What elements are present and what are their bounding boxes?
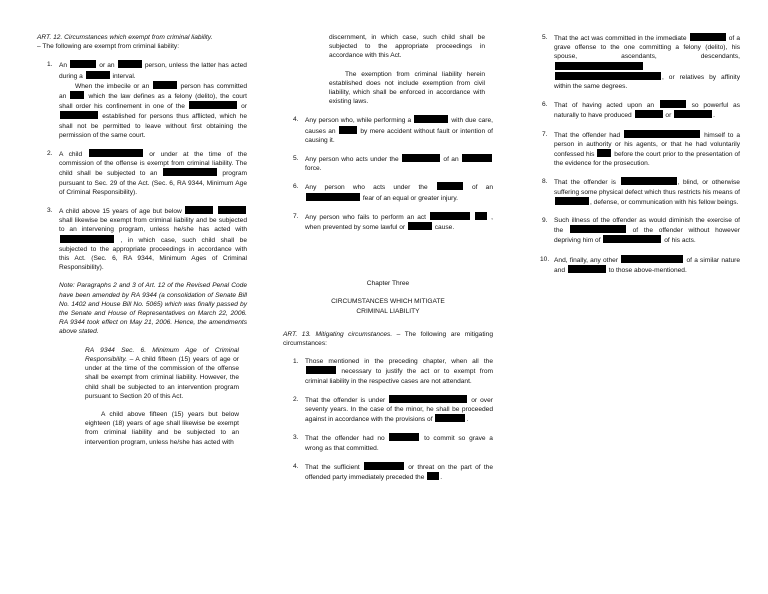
article-13-intro: – The following are mitigating circumstances: <box>283 330 493 348</box>
text-span: force. <box>305 165 322 173</box>
mitigating-item-3 <box>283 433 493 452</box>
text-span: , when prevented by some lawful or <box>305 213 493 232</box>
text-span: so powerful as naturally to have produced <box>554 102 740 120</box>
redaction-bar <box>189 101 237 109</box>
item-number: 7. <box>293 212 299 220</box>
item-body <box>305 154 493 173</box>
item-body <box>59 206 247 272</box>
text-span: before the court prior to the presentation of the evidence for the prosecution. <box>554 151 740 168</box>
text-span: . <box>713 112 715 120</box>
text-span: That the offender is under <box>305 396 386 404</box>
redaction-bar <box>435 414 465 422</box>
item-body <box>305 395 493 425</box>
text-span: to commit so grave a wrong as that committed. <box>305 435 493 452</box>
redaction-bar <box>568 265 606 273</box>
item-number: 10. <box>540 255 550 263</box>
text-span: . <box>466 416 469 424</box>
ra-9344-excerpt <box>37 346 247 447</box>
redaction-bar <box>70 60 96 68</box>
item-number: 1. <box>47 61 53 69</box>
text-span: or <box>665 112 672 120</box>
redaction-bar <box>427 472 439 480</box>
item-number: 1. <box>293 358 299 366</box>
text-span: program pursuant to Sec. 29 of the Act. (Sec. 6, RA 9344, Minimum Age of Criminal Responsibility). <box>59 170 247 196</box>
redaction-bar <box>70 91 84 99</box>
chapter-title-line-2: CRIMINAL LIABILITY <box>356 307 420 315</box>
redaction-bar <box>185 206 213 214</box>
text-span: or an <box>99 62 115 70</box>
redaction-bar <box>674 110 712 118</box>
text-span: of an <box>443 156 459 164</box>
list-item-3 <box>37 206 247 272</box>
redaction-bar <box>414 115 448 123</box>
item-body <box>554 216 740 246</box>
item-number: 7. <box>542 130 548 138</box>
redaction-bar <box>624 130 700 138</box>
text-span: or <box>241 103 247 111</box>
text-span: or over seventy years. In the case of the minor, he shall be proceeded against in accordance with the provisions of <box>305 396 493 424</box>
redaction-bar <box>597 149 611 157</box>
redaction-bar <box>437 182 463 190</box>
list-item-1 <box>37 60 247 140</box>
redaction-bar <box>660 100 686 108</box>
text-span: himself to a person in authority or his agents, or that he had voluntarily confessed his <box>554 131 740 159</box>
exemption-paragraph: The exemption from criminal liability herein established does not include exemption from civil liability, which shall be enforced in accordance with existing laws. <box>329 70 485 106</box>
list-item-6 <box>283 182 493 202</box>
text-span: Those mentioned in the preceding chapter, when all the <box>305 358 493 366</box>
item-body <box>554 130 740 169</box>
redaction-bar <box>402 154 440 162</box>
redaction-bar <box>389 395 467 403</box>
text-span: of a similar nature and <box>554 256 741 274</box>
redaction-bar <box>153 81 177 89</box>
redaction-bar <box>86 71 110 79</box>
chapter-heading <box>283 279 493 316</box>
item-body <box>305 462 493 482</box>
column-right <box>532 33 740 284</box>
item-body <box>305 115 493 145</box>
mitigating-item-6 <box>532 100 740 120</box>
redaction-bar <box>475 212 487 220</box>
redaction-bar <box>603 235 661 243</box>
article-13-heading <box>283 330 493 348</box>
note-text: Note: Paragraphs 2 and 3 of Art. 12 of the Revised Penal Code have been amended by RA 9344 (a consolidation of Senate Bill No. 1402 and House Bill No. 5065) which was finally passed by the Senate and House of Representatives on March 22, 2006. RA 9344 took effect on May 21, 2006. Hence, the amendments above stated. <box>59 282 247 336</box>
text-span: necessary to justify the act or to exempt from criminal liability in the respective cases are not attendant. <box>305 368 493 385</box>
list-item-5 <box>283 154 493 173</box>
mitigating-item-7 <box>532 130 740 169</box>
text-span: When the imbecile or an <box>75 82 150 90</box>
redaction-bar <box>89 149 143 157</box>
text-span: person, unless the latter has acted during a <box>59 62 247 80</box>
text-span: with due care, causes an <box>305 117 493 135</box>
text-span: of an <box>472 184 494 192</box>
redaction-bar <box>389 433 419 441</box>
article-13-title: ART. 13. Mitigating circumstances. <box>283 330 393 338</box>
text-span: A child above 15 years of age but below <box>59 208 182 216</box>
text-span: And, finally, any other <box>554 256 619 264</box>
text-span: Any person who fails to perform an act <box>305 213 426 221</box>
item-body <box>554 177 740 207</box>
redaction-bar <box>60 235 114 243</box>
text-span: by mere accident without fault or intention of causing it. <box>305 127 493 144</box>
item-body <box>554 100 740 120</box>
text-span: or threat on the part of the offended party immediately preceded the <box>305 463 493 482</box>
text-span: fear of an equal or greater injury. <box>362 194 459 202</box>
mitigating-item-5 <box>532 33 740 91</box>
article-12-title: ART. 12. Circumstances which exempt from criminal liability. <box>37 34 213 41</box>
list-item-7 <box>283 212 493 232</box>
text-span: Any person who acts under the <box>305 156 399 164</box>
redaction-bar <box>339 126 357 134</box>
text-span: Such illness of the offender as would diminish the exercise of the <box>554 217 740 235</box>
mitigating-item-10 <box>532 255 740 275</box>
redaction-bar <box>430 212 470 220</box>
text-span: person has committed an <box>59 82 247 101</box>
redaction-bar <box>60 111 98 119</box>
text-span: That the offender had no <box>305 435 385 443</box>
item-number: 6. <box>293 183 299 191</box>
chapter-title-line-1: CIRCUMSTANCES WHICH MITIGATE <box>331 298 445 306</box>
article-12-intro: – The following are exempt from criminal liability: <box>37 43 180 51</box>
redaction-bar <box>555 72 661 80</box>
text-span: to those above-mentioned. <box>608 266 687 274</box>
ra-heading: RA 9344 Sec. 6. Minimum Age of Criminal Responsibility. <box>85 346 239 363</box>
text-span: Any person who, while performing a <box>305 117 412 125</box>
item-number: 2. <box>293 395 299 403</box>
item-body <box>305 212 493 232</box>
redaction-bar <box>364 462 404 470</box>
list-item-2 <box>37 149 247 197</box>
item-body <box>59 149 247 197</box>
list-item-4 <box>283 115 493 145</box>
text-span: shall likewise be exempt from criminal liability and be subjected to an intervening program, unless he/she has acted with <box>59 217 247 234</box>
text-span: , in which case, such child shall be subjected to the appropriate proceedings in accordance with this Act. (Sec. 6, RA 9344, Minimum Ages of Criminal Responsibility). <box>59 236 247 272</box>
text-span: That the offender had <box>554 131 621 139</box>
redaction-bar <box>555 197 589 205</box>
redaction-bar <box>621 255 683 263</box>
item-number: 5. <box>293 155 299 163</box>
text-span: . <box>440 474 443 482</box>
ra-continuation: discernment, in which case, such child shall be subjected to the appropriate proceedings in accordance with this Act. <box>329 34 485 60</box>
amendment-note <box>37 281 247 336</box>
redaction-bar <box>690 33 726 41</box>
chapter-label: Chapter Three <box>366 280 410 288</box>
item-body <box>305 357 493 386</box>
mitigating-item-1 <box>283 357 493 386</box>
mitigating-item-4 <box>283 462 493 482</box>
item-number: 9. <box>542 217 548 225</box>
redaction-bar <box>462 154 492 162</box>
item-body <box>554 33 740 91</box>
redaction-bar <box>635 110 663 118</box>
mitigating-item-9 <box>532 216 740 246</box>
column-left <box>37 33 247 456</box>
text-span: , or relatives by affinity within the same degrees. <box>554 73 740 91</box>
item-body <box>305 182 493 202</box>
column-middle <box>283 33 493 491</box>
text-span: cause. <box>434 224 455 232</box>
redaction-bar <box>118 60 142 68</box>
text-span: Any person who acts under the <box>305 184 428 192</box>
redaction-bar <box>570 225 626 233</box>
mitigating-item-2 <box>283 395 493 425</box>
redaction-bar <box>621 177 677 185</box>
item-body <box>554 255 740 275</box>
item-body <box>305 433 493 452</box>
redaction-bar <box>163 168 217 176</box>
text-span: That the sufficient <box>305 463 360 471</box>
text-span: of the offender without however depriving him of <box>554 227 740 245</box>
item-number: 4. <box>293 116 299 124</box>
item-number: 8. <box>542 178 548 186</box>
item-number: 3. <box>293 434 299 442</box>
item-number: 3. <box>47 207 53 215</box>
redaction-bar <box>408 222 432 230</box>
item-body <box>59 60 247 140</box>
article-12-heading <box>37 33 247 51</box>
text-span: or under at the time of the commission of the offense is exempt from criminal liability. The child shall be subjected to an <box>59 151 247 178</box>
item-number: 4. <box>293 462 299 470</box>
text-span: That the act was committed in the immediate <box>554 35 687 42</box>
redaction-bar <box>555 62 643 70</box>
text-span: That of having acted upon an <box>554 102 655 110</box>
ra-paragraph-2: A child above fifteen (15) years but below eighteen (18) years of age shall likewise be exempt from criminal liability and be subjected to an intervention program, unless he/she has acted with <box>85 410 239 446</box>
text-span: A child <box>59 151 83 159</box>
redaction-bar <box>306 366 336 374</box>
text-span: interval. <box>112 72 136 80</box>
mitigating-item-8 <box>532 177 740 207</box>
item-number: 2. <box>47 150 53 158</box>
redaction-bar <box>218 206 246 214</box>
item-number: 5. <box>542 34 548 41</box>
text-span: That the offender is <box>554 179 616 187</box>
ra-body: – A child fifteen (15) years of age or under at the time of the commission of the offense shall be exempt from criminal liability. However, the child shall be subjected to an intervention program pursuant to Section 20 of this Act. <box>85 355 239 400</box>
item-number: 6. <box>542 101 548 109</box>
text-span: established for persons thus afflicted, which he shall not be permitted to leave without first obtaining the permission of the same court. <box>59 113 247 139</box>
text-span: An <box>59 62 68 70</box>
text-span: , blind, or otherwise suffering some physical defect which thus restricts his means of <box>554 179 740 196</box>
text-span: of his acts. <box>664 237 696 245</box>
text-span: of a grave offense to the one committing a felony (delito), his spouse, ascendants, descendants, <box>554 35 740 61</box>
redaction-bar <box>306 193 360 201</box>
text-span: which the law defines as a felony (delito), the court shall order his confinement in one of the <box>59 93 247 111</box>
text-span: , defense, or communication with his fellow beings. <box>590 198 739 206</box>
